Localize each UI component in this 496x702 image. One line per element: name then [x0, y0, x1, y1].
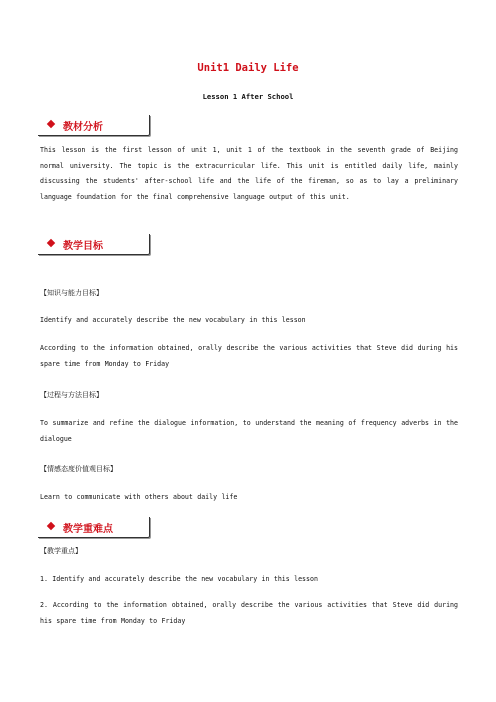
section-header-keypoints: [38, 517, 150, 538]
section-header-analysis: [38, 115, 150, 136]
emotion-goal-label: 【情感态度价值观目标】: [40, 465, 117, 473]
document-title: Unit1 Daily Life: [197, 62, 299, 74]
process-goal-label: 【过程与方法目标】: [40, 391, 103, 399]
diamond-bullet-icon: [47, 522, 55, 530]
section-heading: 教学目标: [63, 241, 103, 252]
process-goal-1: To summarize and refine the dialogue information, to understand the meaning of frequency adverbs in the dialogue: [40, 419, 458, 443]
key-point-label: 【教学重点】: [40, 547, 82, 555]
key-point-2: 2. According to the information obtained, orally describe the various activities that Steve did during his spare time from Monday to Friday: [40, 601, 458, 625]
knowledge-goal-2: According to the information obtained, orally describe the various activities that Steve did during his spare time from Monday to Friday: [40, 344, 458, 368]
section-header-objectives: [38, 234, 150, 255]
section-heading: 教学重难点: [63, 524, 113, 535]
key-point-1: 1. Identify and accurately describe the new vocabulary in this lesson: [40, 575, 318, 583]
lesson-subtitle: Lesson 1 After School: [202, 92, 294, 101]
diamond-bullet-icon: [47, 120, 55, 128]
knowledge-goal-label: 【知识与能力目标】: [40, 289, 103, 297]
diamond-bullet-icon: [47, 239, 55, 247]
knowledge-goal-1: Identify and accurately describe the new vocabulary in this lesson: [40, 316, 306, 324]
analysis-paragraph: This lesson is the first lesson of unit 1, unit 1 of the textbook in the seventh grade of Beijing normal university. The topic is the extracurricular life. This unit is entitled daily life, mainly discussing the students' after-school life and the life of the fireman, so as to lay a preliminary language foundation for the final comprehensive language output of this unit.: [40, 146, 458, 201]
emotion-goal-1: Learn to communicate with others about daily life: [40, 493, 238, 501]
section-heading: 教材分析: [63, 122, 103, 133]
